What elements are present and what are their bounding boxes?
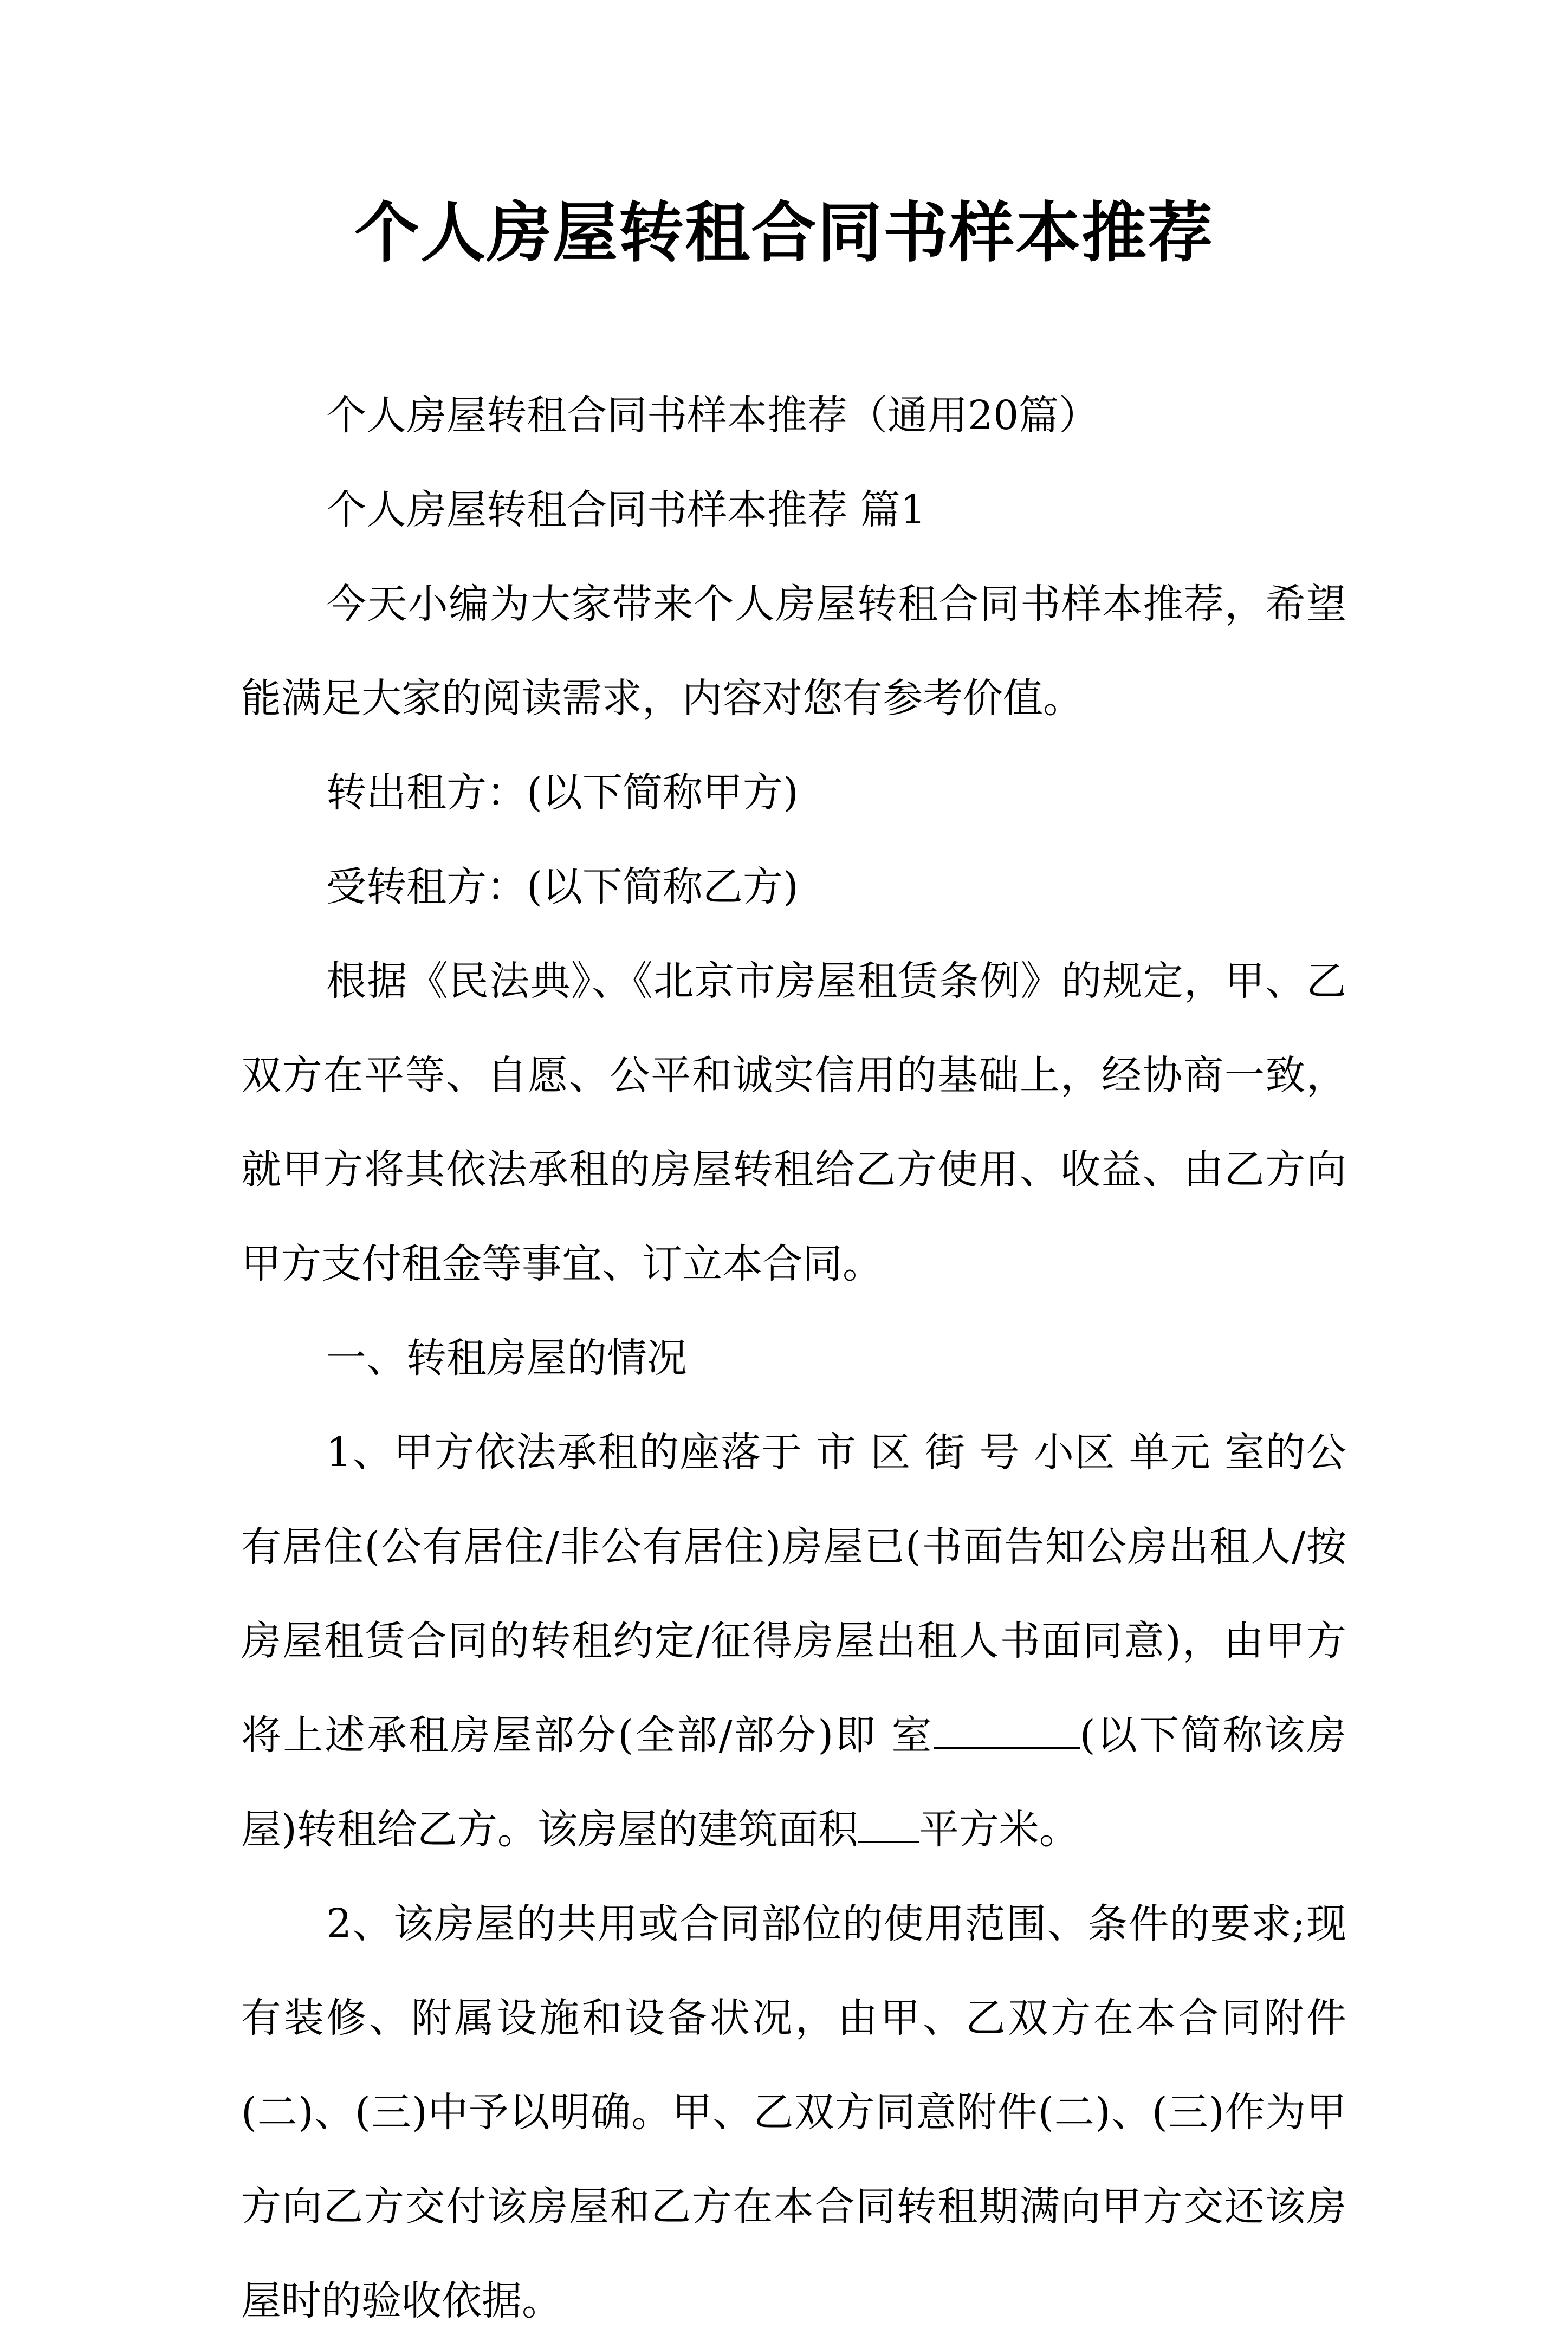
document-title: 个人房屋转租合同书样本推荐 [354,194,1214,271]
clause-1-paragraph [241,1405,1346,1877]
area-blank-line [858,1807,919,1843]
clause-1-text-a: 1、甲方依法承租的座落于 市 区 街 号 小区 单元 室的公有居住(公有居住/非公有居住)房屋已(书面告知公房出租人/按房屋租赁合同的转租约定/征得房屋出租人书面同意)，由甲方将上述承租房屋部分(全部/部分)即 室 [241,1429,1346,1759]
chapter-heading: 一、转租房屋的情况 [326,1335,687,1381]
document-body [241,368,1346,2348]
basis-paragraph: 根据《民法典》、《北京市房屋租赁条例》的规定，甲、乙双方在平等、自愿、公平和诚实信用的基础上，经协商一致，就甲方将其依法承租的房屋转租给乙方使用、收益、由乙方向甲方支付租金等事宜、订立本合同。 [241,958,1346,1287]
lessee-line: 受转租方：(以下简称乙方) [326,864,799,910]
clause-1-text-c: 平方米。 [918,1806,1079,1853]
clause-2-paragraph: 2、该房屋的共用或合同部位的使用范围、条件的要求;现有装修、附属设施和设备状况，由甲、乙双方在本合同附件(二)、(三)中予以明确。甲、乙双方同意附件(二)、(三)作为甲方向乙方交付该房屋和乙方在本合同转租期满向甲方交还该房屋时的验收依据。 [241,1901,1346,2324]
clause-1-text-b: (以下简称该房屋)转租给乙方。该房屋的建筑面积 [241,1712,1346,1853]
intro-paragraph: 今天小编为大家带来个人房屋转租合同书样本推荐，希望能满足大家的阅读需求，内容对您有参考价值。 [241,581,1346,722]
subtitle-paragraph: 个人房屋转租合同书样本推荐（通用20篇） [326,392,1099,439]
lessor-line: 转出租方：(以下简称甲方) [326,769,799,816]
room-blank-line [934,1713,1080,1749]
section-heading: 个人房屋转租合同书样本推荐 篇1 [326,487,926,533]
